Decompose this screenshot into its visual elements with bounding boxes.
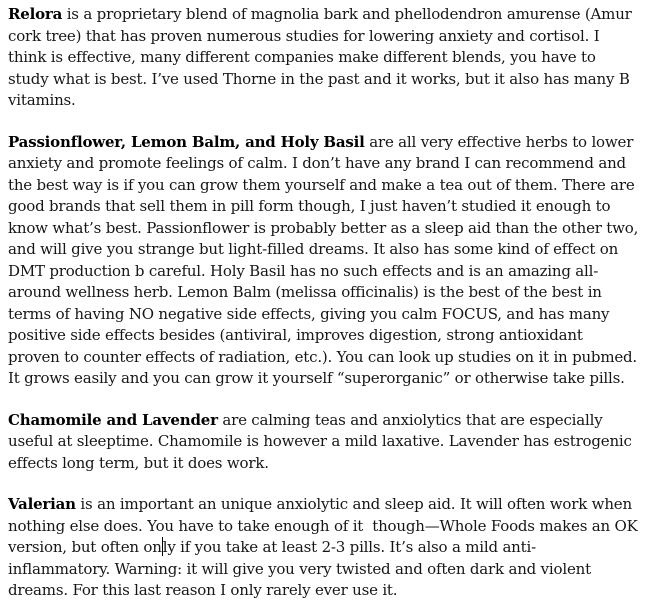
text-line: nothing else does. You have to take enough of it though—Whole Foods makes an OK — [8, 516, 638, 535]
text-line — [8, 410, 660, 432]
text-line: effects long term, but it does work. — [8, 453, 269, 472]
text-line: DMT production b careful. Holy Basil has no such effects and is an amazing all- — [8, 261, 599, 280]
text-line: inflammatory. Warning: it will give you very twisted and often dark and violent — [8, 559, 591, 578]
text-line: good brands that sell them in pill form though, I just haven’t studied it enough to — [8, 197, 611, 215]
text-run: is an important an unique anxiolytic and sleep aid. It will often work when — [75, 495, 632, 513]
text-line — [8, 132, 660, 154]
paragraph-passionflower-lemonbalm-holybasil — [8, 132, 660, 390]
paragraph-lead: Passionflower, Lemon Balm, and Holy Basil — [8, 132, 365, 151]
text-line: around wellness herb. Lemon Balm (melissa officinalis) is the best of the best in — [8, 283, 602, 301]
paragraph-valerian — [8, 494, 660, 602]
text-run: version, but often on — [8, 538, 162, 556]
text-line — [8, 4, 660, 26]
text-run: are all very effective herbs to lower — [364, 132, 634, 151]
text-line: cork tree) that has proven numerous studies for lowering anxiety and cortisol. I — [8, 26, 600, 45]
paragraph-lead: Valerian — [8, 495, 76, 513]
text-line: vitamins. — [8, 91, 76, 109]
text-line: terms of having NO negative side effects, giving you calm FOCUS, and has many — [8, 304, 610, 323]
text-line: think is effective, many different companies make different blends, you have to — [8, 48, 596, 66]
paragraph-lead: Relora — [8, 5, 63, 23]
paragraph-lead: Chamomile and Lavender — [8, 410, 218, 429]
text-line — [8, 494, 660, 516]
text-run: are calming teas and anxiolytics that are especially — [217, 410, 603, 429]
text-line: and will give you strange but light-filled dreams. It also has some kind of effect on — [8, 240, 619, 258]
text-line: proven to counter effects of radiation, etc.). You can look up studies on it in pubmed. — [8, 347, 637, 366]
text-line: dreams. For this last reason I only rarely ever use it. — [8, 581, 398, 599]
text-line: know what’s best. Passionflower is probably better as a sleep aid than the other two, — [8, 218, 639, 237]
text-line: positive side effects besides (antiviral, improves digestion, strong antioxidant — [8, 326, 583, 344]
text-line: the best way is if you can grow them yourself and make a tea out of them. There are — [8, 175, 635, 194]
paragraph-chamomile-lavender — [8, 410, 660, 475]
text-run: is a proprietary blend of magnolia bark and phellodendron amurense (Amur — [62, 5, 632, 23]
text-line: It grows easily and you can grow it yourself “superorganic” or otherwise take pills. — [8, 369, 625, 387]
text-line: anxiety and promote feelings of calm. I don’t have any brand I can recommend and — [8, 154, 626, 172]
text-line — [8, 537, 660, 559]
paragraph-relora — [8, 4, 660, 112]
text-line: study what is best. I’ve used Thorne in the past and it works, but it also has many B — [8, 69, 630, 88]
text-line: useful at sleeptime. Chamomile is however a mild laxative. Lavender has estrogenic — [8, 432, 632, 450]
text-run: ly if you take at least 2-3 pills. It’s also a mild anti- — [162, 538, 536, 556]
